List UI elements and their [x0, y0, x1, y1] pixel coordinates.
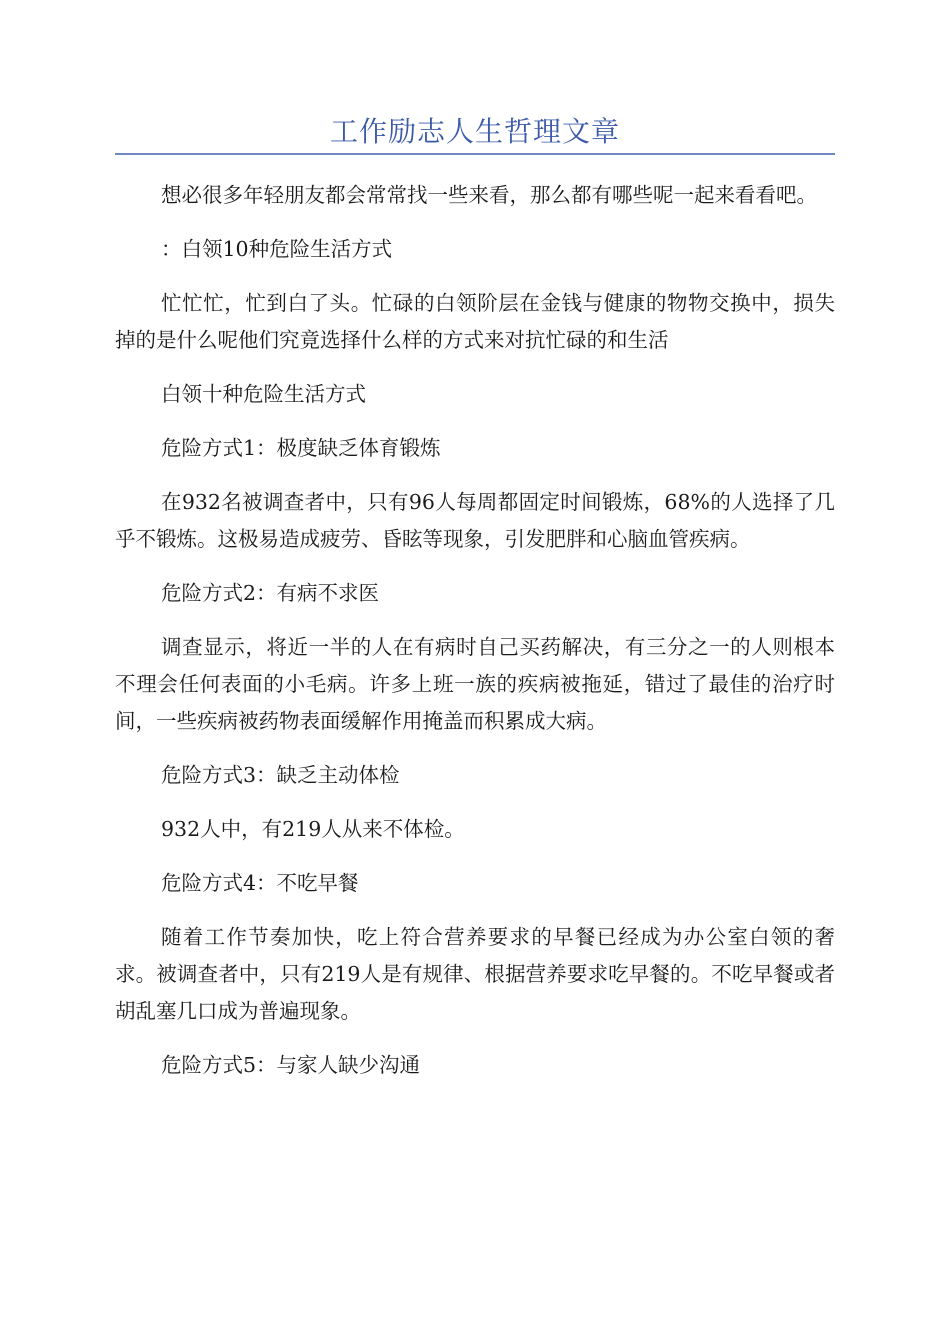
intro-paragraph: 想必很多年轻朋友都会常常找一些来看，那么都有哪些呢一起来看看吧。 [161, 183, 817, 207]
item-heading-4: 危险方式4：不吃早餐 [161, 871, 359, 895]
section-heading: 白领十种危险生活方式 [161, 382, 366, 406]
item-heading-5: 危险方式5：与家人缺少沟通 [161, 1053, 421, 1077]
document-title: 工作励志人生哲理文章 [329, 115, 620, 148]
document-body [115, 177, 835, 1101]
body-paragraph: 在932名被调查者中，只有96人每周都固定时间锻炼，68%的人选择了几乎不锻炼。这极易造成疲劳、昏眩等现象，引发肥胖和心脑血管疾病。 [115, 490, 835, 551]
item-heading-1: 危险方式1：极度缺乏体育锻炼 [161, 436, 441, 460]
item-heading-2: 危险方式2：有病不求医 [161, 581, 380, 605]
section-heading: ：白领10种危险生活方式 [161, 237, 393, 261]
item-heading-3: 危险方式3：缺乏主动体检 [161, 763, 400, 787]
body-paragraph: 932人中，有219人从来不体检。 [161, 817, 465, 841]
body-paragraph: 忙忙忙，忙到白了头。忙碌的白领阶层在金钱与健康的物物交换中，损失掉的是什么呢他们究竟选择什么样的方式来对抗忙碌的和生活 [115, 291, 835, 352]
body-paragraph: 随着工作节奏加快，吃上符合营养要求的早餐已经成为办公室白领的奢求。被调查者中，只有219人是有规律、根据营养要求吃早餐的。不吃早餐或者胡乱塞几口成为普遍现象。 [115, 925, 835, 1023]
body-paragraph: 调查显示，将近一半的人在有病时自己买药解决，有三分之一的人则根本不理会任何表面的小毛病。许多上班一族的疾病被拖延，错过了最佳的治疗时间，一些疾病被药物表面缓解作用掩盖而积累成大病。 [115, 635, 835, 733]
title-underline [115, 153, 835, 155]
